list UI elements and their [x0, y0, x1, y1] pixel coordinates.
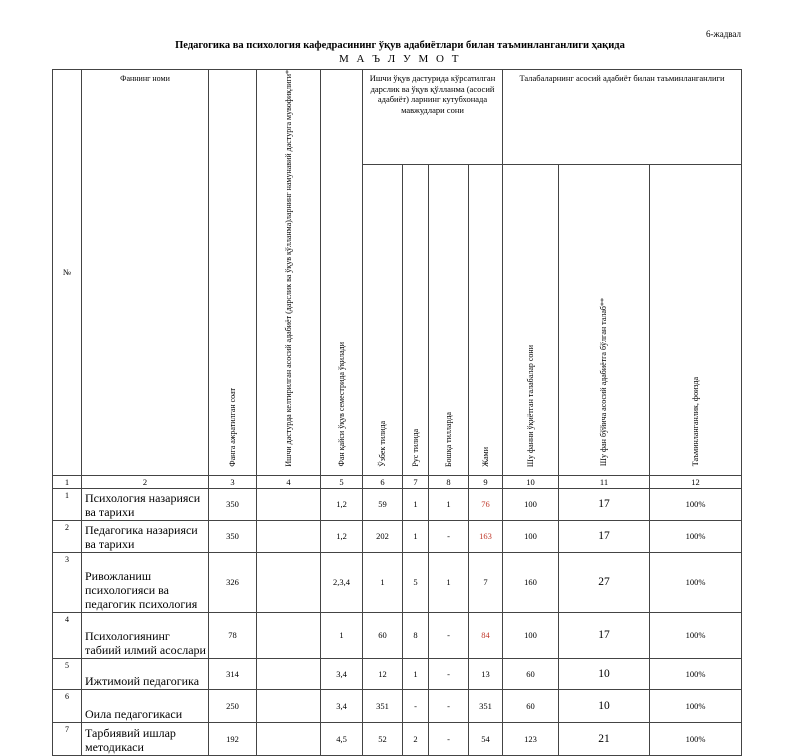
- header-no: №: [53, 70, 82, 476]
- document-subtitle: М А Ъ Л У М О Т: [339, 53, 461, 65]
- header-other-languages: Бошқа тилларда: [429, 164, 469, 475]
- column-number: 1: [53, 475, 82, 488]
- other-count: -: [429, 520, 469, 552]
- column-number: 3: [209, 475, 257, 488]
- hours-value: 250: [209, 689, 257, 722]
- other-count: 1: [429, 552, 469, 612]
- uzbek-count: 1: [363, 552, 403, 612]
- table-row: [53, 552, 742, 612]
- curriculum-value: [257, 689, 321, 722]
- column-number: 9: [469, 475, 503, 488]
- total-count: 351: [469, 689, 503, 722]
- row-number: 3: [53, 552, 82, 612]
- provision-value: 100%: [650, 552, 742, 612]
- subject-name: Оила педагогикаси: [82, 689, 209, 722]
- other-count: -: [429, 722, 469, 755]
- total-count: 163: [469, 520, 503, 552]
- students-count: 60: [503, 658, 559, 689]
- table-row: [53, 722, 742, 755]
- column-number: 4: [257, 475, 321, 488]
- column-number: 8: [429, 475, 469, 488]
- row-number: 1: [53, 488, 82, 520]
- hours-value: 192: [209, 722, 257, 755]
- header-subject-name: Фаннинг номи: [82, 70, 209, 476]
- hours-value: 350: [209, 520, 257, 552]
- students-count: 100: [503, 488, 559, 520]
- provision-value: 100%: [650, 689, 742, 722]
- need-value: 27: [559, 552, 650, 612]
- uzbek-count: 351: [363, 689, 403, 722]
- need-value: 10: [559, 658, 650, 689]
- row-number: 2: [53, 520, 82, 552]
- semester-value: 3,4: [321, 658, 363, 689]
- students-count: 100: [503, 520, 559, 552]
- hours-value: 350: [209, 488, 257, 520]
- semester-value: 1: [321, 612, 363, 658]
- semester-value: 2,3,4: [321, 552, 363, 612]
- total-count: 13: [469, 658, 503, 689]
- row-number: 6: [53, 689, 82, 722]
- total-count: 84: [469, 612, 503, 658]
- russian-count: 8: [403, 612, 429, 658]
- column-number: 2: [82, 475, 209, 488]
- provision-value: 100%: [650, 612, 742, 658]
- header-provision: Таъминланганлик, фоизда: [650, 164, 742, 475]
- russian-count: -: [403, 689, 429, 722]
- column-number: 5: [321, 475, 363, 488]
- column-number: 7: [403, 475, 429, 488]
- semester-value: 1,2: [321, 488, 363, 520]
- table-number: 6-жадвал: [706, 29, 741, 39]
- russian-count: 1: [403, 658, 429, 689]
- provision-value: 100%: [650, 722, 742, 755]
- subject-name: Педагогика назарияси ва тарихи: [82, 520, 209, 552]
- table-row: [53, 612, 742, 658]
- hours-value: 326: [209, 552, 257, 612]
- header-hours: Фанга ажратилган соат: [209, 70, 257, 476]
- subject-name: Ижтимоий педагогика: [82, 658, 209, 689]
- header-provision-group: Талабаларнинг асосий адабиёт билан таъминланганлиги: [503, 70, 742, 165]
- need-value: 10: [559, 689, 650, 722]
- uzbek-count: 202: [363, 520, 403, 552]
- other-count: -: [429, 658, 469, 689]
- students-count: 160: [503, 552, 559, 612]
- uzbek-count: 12: [363, 658, 403, 689]
- hours-value: 314: [209, 658, 257, 689]
- header-students: Шу фанни ўқиётган талабалар сони: [503, 164, 559, 475]
- header-library-group: Ишчи ўқув дастурида кўрсатилган дарслик ва ўқув қўлланма (асосий адабиёт) ларнинг кутубхонада мавжудлари сони: [363, 70, 503, 165]
- hours-value: 78: [209, 612, 257, 658]
- total-count: 76: [469, 488, 503, 520]
- uzbek-count: 60: [363, 612, 403, 658]
- curriculum-value: [257, 488, 321, 520]
- subject-name: Ривожланиш психологияси ва педагогик психология: [82, 552, 209, 612]
- curriculum-value: [257, 722, 321, 755]
- russian-count: 5: [403, 552, 429, 612]
- table-row: [53, 520, 742, 552]
- need-value: 17: [559, 520, 650, 552]
- header-semester: Фан қайси ўқув семестрида ўқилади: [321, 70, 363, 476]
- header-need: Шу фан бўйича асосий адабиётга бўлган талаб**: [559, 164, 650, 475]
- provision-value: 100%: [650, 658, 742, 689]
- students-count: 123: [503, 722, 559, 755]
- table-row: [53, 658, 742, 689]
- curriculum-value: [257, 520, 321, 552]
- total-count: 54: [469, 722, 503, 755]
- column-number: 6: [363, 475, 403, 488]
- row-number: 7: [53, 722, 82, 755]
- curriculum-value: [257, 552, 321, 612]
- russian-count: 2: [403, 722, 429, 755]
- subject-name: Психология назарияси ва тарихи: [82, 488, 209, 520]
- header-uzbek: Ўзбек тилида: [363, 164, 403, 475]
- column-number: 11: [559, 475, 650, 488]
- uzbek-count: 52: [363, 722, 403, 755]
- students-count: 100: [503, 612, 559, 658]
- header-curriculum-match: Ишчи дастурда келтирилган асосий адабиёт (дарслик ва ўқув қўлланма)ларнинг намунавий дастурга мувофиқлиги*: [257, 70, 321, 476]
- need-value: 17: [559, 612, 650, 658]
- curriculum-value: [257, 658, 321, 689]
- header-total: Жами: [469, 164, 503, 475]
- other-count: -: [429, 612, 469, 658]
- table-body: [53, 488, 742, 755]
- curriculum-value: [257, 612, 321, 658]
- semester-value: 4,5: [321, 722, 363, 755]
- uzbek-count: 59: [363, 488, 403, 520]
- semester-value: 3,4: [321, 689, 363, 722]
- semester-value: 1,2: [321, 520, 363, 552]
- row-number: 5: [53, 658, 82, 689]
- subject-name: Тарбиявий ишлар методикаси: [82, 722, 209, 755]
- other-count: -: [429, 689, 469, 722]
- subject-name: Психологиянинг табиий илмий асослари: [82, 612, 209, 658]
- column-number: 10: [503, 475, 559, 488]
- provision-value: 100%: [650, 520, 742, 552]
- header-russian: Рус тилида: [403, 164, 429, 475]
- literature-table: [52, 69, 742, 756]
- total-count: 7: [469, 552, 503, 612]
- table-row: [53, 488, 742, 520]
- russian-count: 1: [403, 488, 429, 520]
- column-number-row: [53, 475, 742, 488]
- russian-count: 1: [403, 520, 429, 552]
- provision-value: 100%: [650, 488, 742, 520]
- document-title: Педагогика ва психология кафедрасининг ўқув адабиётлари билан таъминланганлиги ҳақида: [175, 40, 625, 51]
- need-value: 21: [559, 722, 650, 755]
- students-count: 60: [503, 689, 559, 722]
- column-number: 12: [650, 475, 742, 488]
- row-number: 4: [53, 612, 82, 658]
- other-count: 1: [429, 488, 469, 520]
- need-value: 17: [559, 488, 650, 520]
- table-row: [53, 689, 742, 722]
